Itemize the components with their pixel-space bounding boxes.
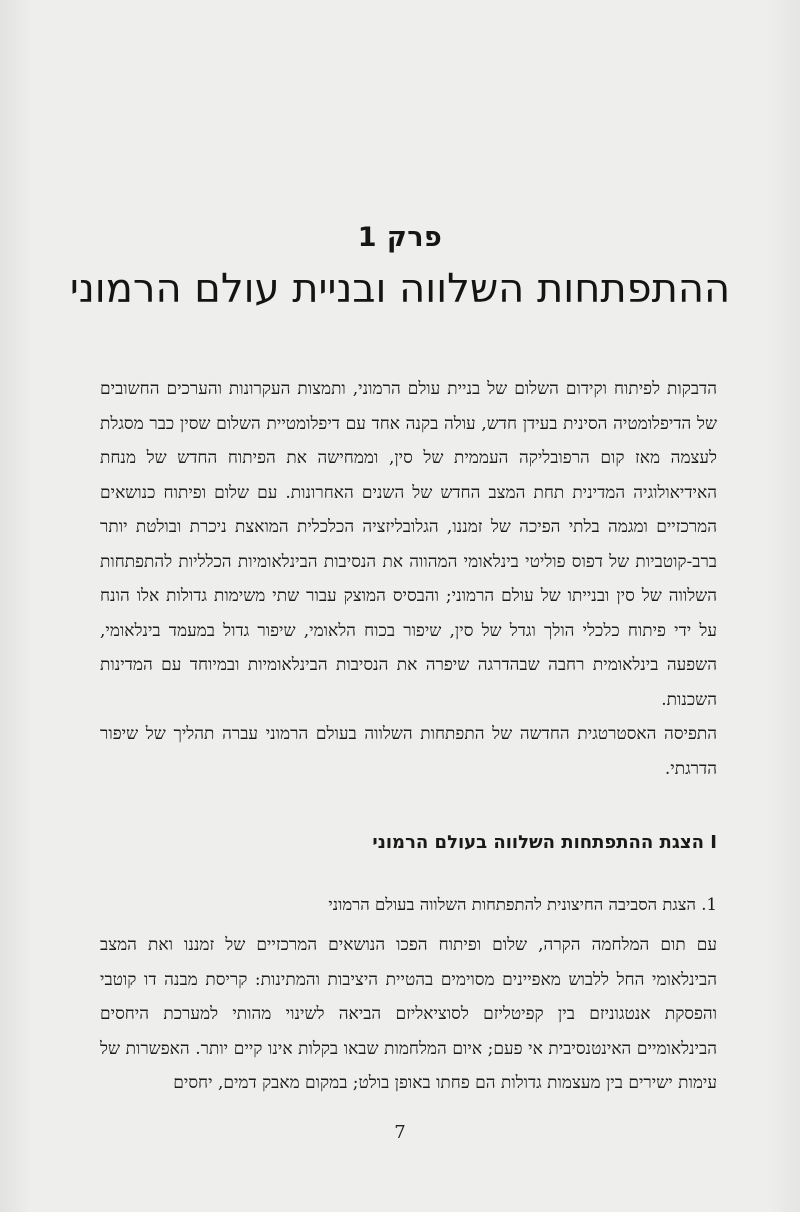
chapter-label: פרק 1 [357, 222, 443, 253]
intro-text [100, 372, 717, 786]
section-number: I [710, 832, 717, 853]
subsection-heading-text: הצגת הסביבה החיצונית להתפתחות השלווה בעולם הרמוני [328, 895, 696, 914]
section-paragraph: עם תום המלחמה הקרה, שלום ופיתוח הפכו הנושאים המרכזיים של זמננו ואת המצב הבינלאומי החל ללבוש מאפיינים מסוימים בהטיית היציבות והמתינות: קריסת מבנה דו קוטבי והפסקת אנטגוניזם בין קפיטליזם לסוציאליזם הביאה לשינוי מהותי למערכת היחסים הבינלאומיים האינטנסיבית אי פעם; איום המלחמות שבאו בקלות אינו קיים יותר. האפשרות של עימות ישירים בין מעצמות גדולות הם פחתו באופן בולט; במקום מאבק דמים, יחסים [100, 935, 717, 1093]
subsection-number: 1. [701, 895, 717, 914]
page-number: 7 [394, 1122, 406, 1143]
chapter-title: ההתפתחות השלווה ובניית עולם הרמוני [69, 266, 731, 312]
intro-paragraph-1: הדבקות לפיתוח וקידום השלום של בניית עולם הרמוני, ותמצות העקרונות והערכים החשובים של הדיפלומטיה הסינית בעידן חדש, עולה בקנה אחד עם דיפלומטיית השלום שסין כבר מסגלת לעצמה מאז קום הרפובליקה העממית של סין, וממחישה את הפיתוח החדש של מנחת האידיאולוגיה המדינית תחת המצב החדש של השנים האחרונות. עם שלום ופיתוח כנושאים המרכזיים ומגמה בלתי הפיכה של זמננו, הגלובליזציה הכלכלית המואצת ניכרת ובולטת יותר ברב-קוטביות של דפוס פוליטי בינלאומי המהווה את הנסיבות הבינלאומיות הכלליות להתפתחות השלווה של סין ובנייתו של עולם הרמוני; והבסיס המוצק עבור שתי משימות גדולות אלו הונח על ידי פיתוח כלכלי הולך וגדל של סין, שיפור בכוח הלאומי, שיפור גדול במעמד בינלאומי, השפעה בינלאומית רחבה שבהדרגה שיפרה את הנסיבות הבינלאומיות ובמיוחד עם המדינות השכנות. [100, 379, 717, 710]
section-text [100, 928, 717, 1101]
section-heading-text: הצגת ההתפתחות השלווה בעולם הרמוני [372, 832, 705, 853]
section-heading [77, 832, 717, 853]
subsection-heading [83, 895, 717, 915]
intro-paragraph-2: התפיסה האסטרטגית החדשה של התפתחות השלווה בעולם הרמוני עברה תהליך של שיפור הדרגתי. [100, 724, 717, 779]
